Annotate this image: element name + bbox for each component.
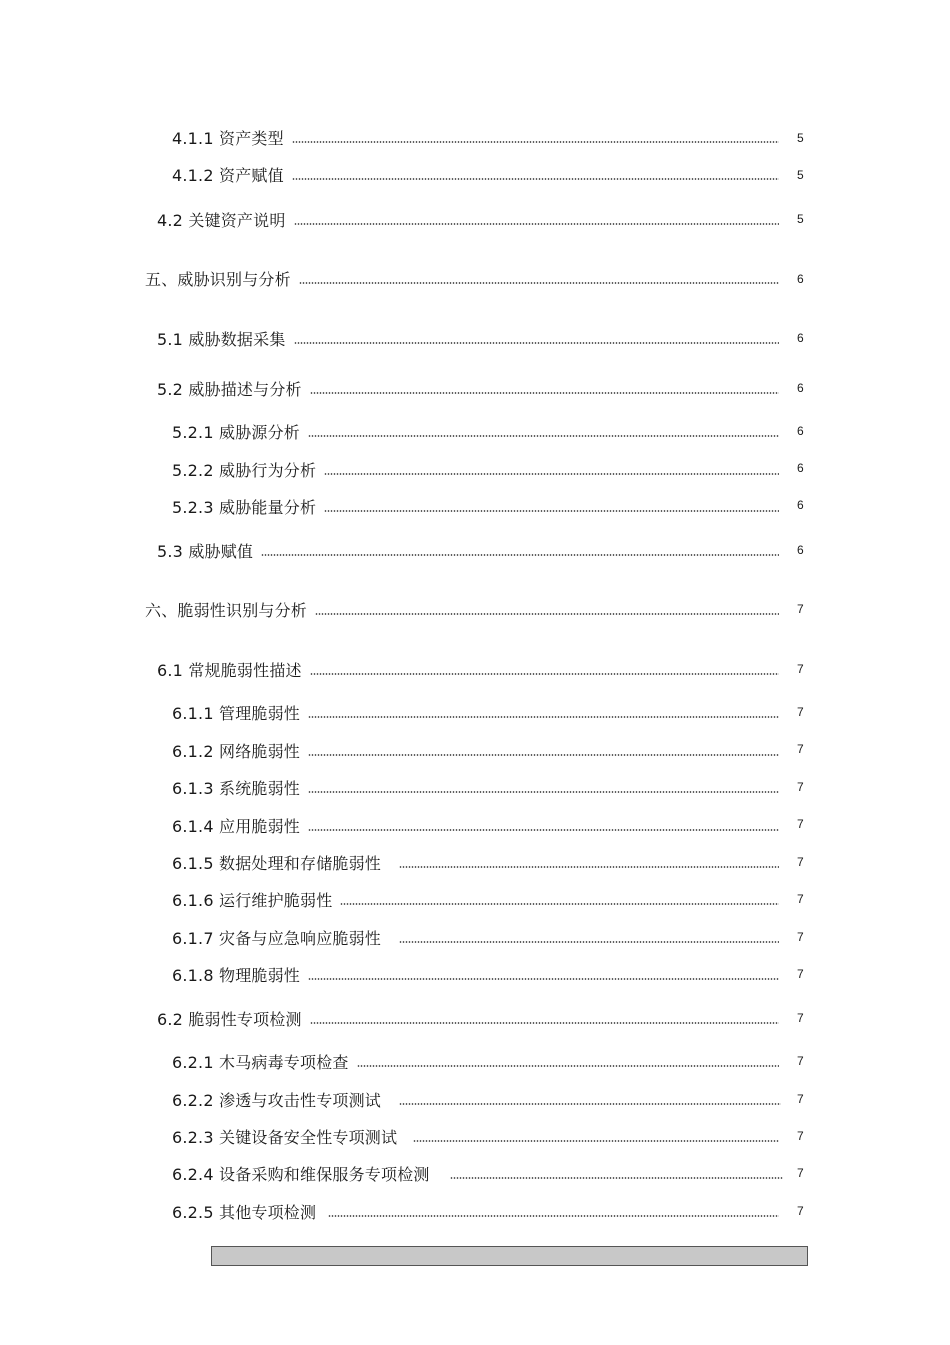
toc-leader-dots: [294, 342, 779, 344]
toc-entry-title: 6.2.1 木马病毒专项检查: [172, 1052, 349, 1072]
toc-entry-page: 7: [797, 892, 804, 906]
toc-entry-title: 6.2.3 关键设备安全性专项测试: [172, 1127, 398, 1147]
toc-entry-page: 5: [797, 131, 804, 145]
toc-entry-title: 5.2.3 威胁能量分析: [172, 497, 317, 517]
toc-entry[interactable]: [157, 326, 779, 350]
toc-leader-dots: [308, 978, 779, 980]
toc-entry-page: 7: [797, 1092, 804, 1106]
toc-entry-title: 6.2.4 设备采购和维保服务专项检测: [172, 1164, 430, 1184]
toc-leader-dots: [324, 510, 779, 512]
toc-entry[interactable]: [172, 1161, 783, 1185]
toc-entry[interactable]: [172, 1087, 781, 1111]
toc-entry-title: 6.1.3 系统脆弱性: [172, 778, 300, 798]
toc-entry-title: 5.2.2 威胁行为分析: [172, 460, 317, 480]
toc-entry[interactable]: [172, 775, 779, 799]
toc-entry-page: 6: [797, 272, 804, 286]
toc-entry-title: 4.2 关键资产说明: [157, 210, 286, 230]
toc-leader-dots: [340, 903, 779, 905]
toc-leader-dots: [308, 791, 779, 793]
toc-entry-page: 7: [797, 662, 804, 676]
toc-leader-dots: [292, 141, 779, 143]
toc-entry[interactable]: [172, 494, 779, 518]
toc-entry-title: 6.2.5 其他专项检测: [172, 1202, 317, 1222]
toc-entry[interactable]: [172, 700, 779, 724]
toc-entry-title: 6.1.2 网络脆弱性: [172, 741, 300, 761]
toc-entry[interactable]: [172, 1049, 779, 1073]
toc-entry-page: 6: [797, 331, 804, 345]
toc-leader-dots: [310, 1022, 779, 1024]
toc-entry-title: 6.1.8 物理脆弱性: [172, 965, 300, 985]
toc-leader-dots: [310, 392, 779, 394]
toc-entry-title: 6.2 脆弱性专项检测: [157, 1009, 302, 1029]
toc-leader-dots: [328, 1215, 779, 1217]
toc-entry-page: 7: [797, 967, 804, 981]
toc-entry[interactable]: [172, 887, 779, 911]
page-footer-bar: [211, 1246, 808, 1266]
toc-leader-dots: [357, 1065, 779, 1067]
toc-entry-title: 5.1 威胁数据采集: [157, 329, 286, 349]
toc-leader-dots: [315, 613, 779, 615]
toc-entry[interactable]: [172, 1124, 779, 1148]
toc-entry-page: 7: [797, 742, 804, 756]
toc-entry-title: 5.2 威胁描述与分析: [157, 379, 302, 399]
toc-entry[interactable]: [172, 457, 779, 481]
toc-leader-dots: [299, 282, 779, 284]
toc-leader-dots: [308, 716, 779, 718]
toc-entry-page: 7: [797, 1166, 804, 1180]
toc-entry-page: 6: [797, 543, 804, 557]
toc-leader-dots: [292, 178, 779, 180]
toc-entry-page: 5: [797, 168, 804, 182]
toc-entry-page: 7: [797, 780, 804, 794]
toc-entry-page: 7: [797, 602, 804, 616]
toc-leader-dots: [399, 1103, 781, 1105]
toc-entry[interactable]: [172, 162, 779, 186]
toc-entry[interactable]: [172, 1199, 779, 1223]
toc-leader-dots: [310, 673, 779, 675]
toc-entry-title: 4.1.1 资产类型: [172, 128, 284, 148]
toc-leader-dots: [399, 941, 779, 943]
toc-entry-page: 7: [797, 1054, 804, 1068]
toc-entry[interactable]: [157, 376, 779, 400]
toc-entry-page: 5: [797, 212, 804, 226]
toc-entry-title: 4.1.2 资产赋值: [172, 165, 284, 185]
toc-entry-page: 7: [797, 855, 804, 869]
toc-entry-title: 6.1.5 数据处理和存储脆弱性: [172, 853, 381, 873]
toc-leader-dots: [261, 554, 779, 556]
toc-entry-page: 7: [797, 705, 804, 719]
toc-entry-page: 7: [797, 930, 804, 944]
toc-entry-title: 六、脆弱性识别与分析: [145, 600, 308, 620]
toc-entry[interactable]: [157, 657, 779, 681]
toc-entry-page: 6: [797, 461, 804, 475]
toc-entry-title: 五、威胁识别与分析: [145, 269, 291, 289]
toc-entry-title: 6.1.1 管理脆弱性: [172, 703, 300, 723]
toc-entry[interactable]: [172, 813, 779, 837]
toc-entry-page: 7: [797, 817, 804, 831]
toc-entry-title: 5.3 威胁赋值: [157, 541, 254, 561]
toc-entry-title: 5.2.1 威胁源分析: [172, 422, 300, 442]
toc-leader-dots: [294, 223, 779, 225]
toc-entry-title: 6.1 常规脆弱性描述: [157, 660, 302, 680]
toc-leader-dots: [308, 829, 779, 831]
toc-entry[interactable]: [172, 419, 779, 443]
toc-leader-dots: [308, 435, 779, 437]
toc-entry[interactable]: [145, 266, 779, 290]
toc-entry[interactable]: [157, 1006, 779, 1030]
toc-leader-dots: [399, 866, 779, 868]
toc-leader-dots: [413, 1140, 779, 1142]
toc-leader-dots: [324, 473, 779, 475]
toc-entry-page: 6: [797, 381, 804, 395]
toc-entry-page: 7: [797, 1011, 804, 1025]
toc-entry-title: 6.1.6 运行维护脆弱性: [172, 890, 333, 910]
toc-entry[interactable]: [172, 738, 779, 762]
toc-entry[interactable]: [145, 597, 779, 621]
toc-entry-title: 6.1.7 灾备与应急响应脆弱性: [172, 928, 381, 948]
toc-entry-title: 6.1.4 应用脆弱性: [172, 816, 300, 836]
toc-entry[interactable]: [157, 538, 779, 562]
toc-entry-page: 6: [797, 498, 804, 512]
toc-entry[interactable]: [172, 125, 779, 149]
toc-leader-dots: [308, 754, 779, 756]
toc-entry-title: 6.2.2 渗透与攻击性专项测试: [172, 1090, 381, 1110]
toc-entry-page: 7: [797, 1204, 804, 1218]
toc-leader-dots: [450, 1177, 783, 1179]
toc-entry[interactable]: [172, 850, 779, 874]
toc-entry[interactable]: [172, 962, 779, 986]
toc-entry[interactable]: [157, 207, 779, 231]
toc-entry[interactable]: [172, 925, 779, 949]
toc-entry-page: 6: [797, 424, 804, 438]
toc-entry-page: 7: [797, 1129, 804, 1143]
